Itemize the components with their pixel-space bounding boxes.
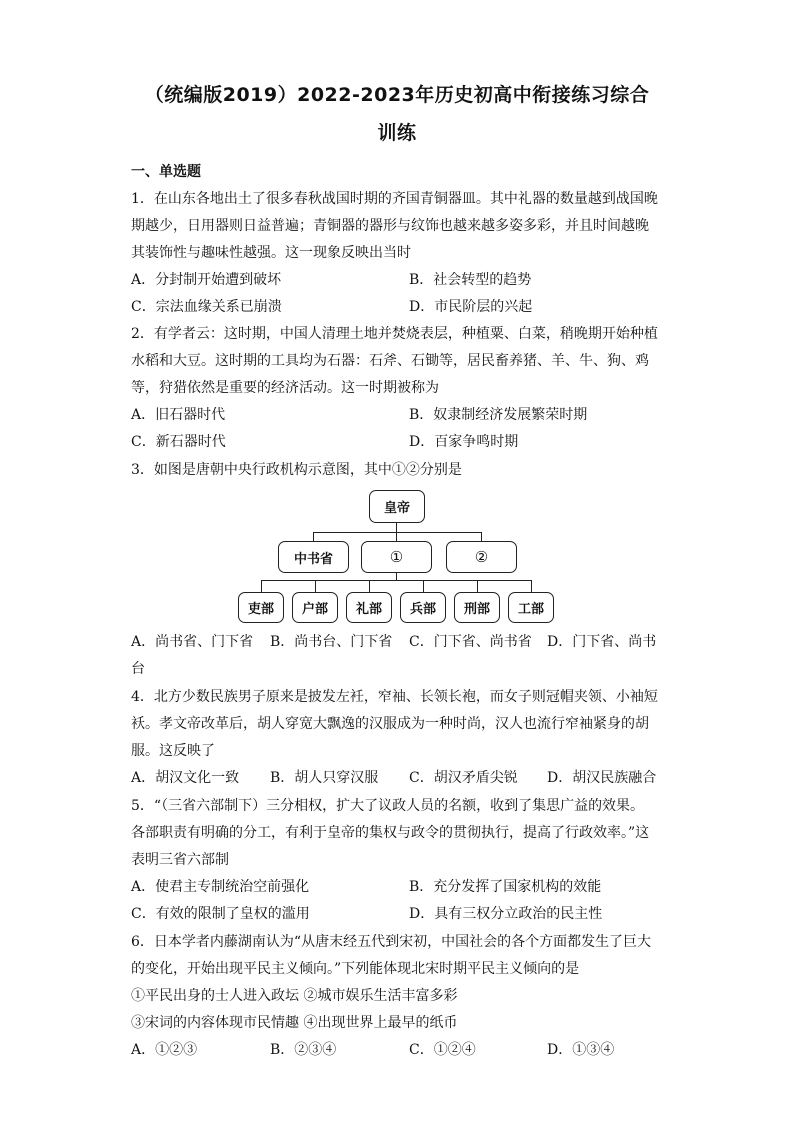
q1-option-c: C．宗法血缘关系已崩溃 [131, 299, 282, 315]
q4-option-b: B．胡人只穿汉服 [270, 770, 379, 786]
q1-option-b: B．社会转型的趋势 [409, 272, 532, 288]
section-heading: 一、单选题 [131, 164, 201, 180]
libu-personnel-box: 吏部 [238, 592, 284, 623]
q2-stem-line: 水稻和大豆。这时期的工具均为石器：石斧、石锄等，居民畜养猪、羊、牛、狗、鸡 [131, 353, 649, 369]
zhongshu-box: 中书省 [278, 541, 349, 573]
xingbu-box: 刑部 [454, 592, 500, 623]
blank-1-box: ① [361, 541, 432, 573]
q3-option-d: D．门下省、尚书 [547, 634, 657, 650]
q5-option-b: B．充分发挥了国家机构的效能 [409, 879, 602, 895]
connector-line [396, 522, 397, 532]
q1-option-a: A．分封制开始遭到破坏 [131, 272, 282, 288]
blank-2-box: ② [446, 541, 517, 573]
q6-stem-line: 6．日本学者内藤湖南认为“从唐末经五代到宋初，中国社会的各个方面都发生了巨大 [131, 934, 652, 950]
q6-option-b: B．②③④ [270, 1042, 337, 1058]
q2-option-c: C．新石器时代 [131, 434, 226, 450]
q5-stem-line: 各部职责有明确的分工，有利于皇帝的集权与政令的贯彻执行，提高了行政效率。”这 [131, 825, 650, 841]
q5-stem-line: 表明三省六部制 [131, 852, 229, 868]
bingbu-box: 兵部 [400, 592, 446, 623]
q3-option-a: A．尚书省、门下省 [131, 634, 254, 650]
libu-rites-box: 礼部 [346, 592, 392, 623]
q5-option-d: D．具有三权分立政治的民主性 [409, 906, 603, 922]
q6-option-d: D．①③④ [547, 1042, 615, 1058]
q4-option-c: C．胡汉矛盾尖锐 [409, 770, 518, 786]
q5-option-a: A．使君主专制统治空前强化 [131, 879, 310, 895]
q1-stem-line: 其装饰性与趣味性越强。这一现象反映出当时 [131, 245, 411, 261]
emperor-box: 皇帝 [369, 490, 425, 523]
q6-option-c: C．①②④ [409, 1042, 476, 1058]
hubu-box: 户部 [292, 592, 338, 623]
q2-option-a: A．旧石器时代 [131, 407, 226, 423]
q2-stem-line: 等，狩猎依然是重要的经济活动。这一时期被称为 [131, 380, 439, 396]
q1-stem-line: 1．在山东各地出土了很多春秋战国时期的齐国青铜器皿。其中礼器的数量越到战国晚 [131, 191, 658, 207]
q5-option-c: C．有效的限制了皇权的滥用 [131, 906, 310, 922]
q3-option-c: C．门下省、尚书省 [409, 634, 532, 650]
document-title: （统编版2019）2022-2023年历史初高中衔接练习综合 [144, 84, 650, 106]
q4-stem-line: 4．北方少数民族男子原来是披发左衽，窄袖、长领长袍，而女子则冠帽夹领、小袖短 [131, 689, 658, 705]
q4-option-d: D．胡汉民族融合 [547, 770, 657, 786]
q4-stem-line: 袄。孝文帝改革后，胡人穿宽大飘逸的汉服成为一种时尚，汉人也流行窄袖紧身的胡 [131, 716, 649, 732]
q6-option-a: A．①②③ [131, 1042, 198, 1058]
q2-option-d: D．百家争鸣时期 [409, 434, 519, 450]
q4-stem-line: 服。这反映了 [131, 743, 215, 759]
q6-statement-line: ①平民出身的士人进入政坛 ②城市娱乐生活丰富多彩 [131, 988, 458, 1004]
q6-statement-line: ③宋词的内容体现市民情趣 ④出现世界上最早的纸币 [131, 1015, 458, 1031]
gongbu-box: 工部 [508, 592, 554, 623]
q5-stem-line: 5．“（三省六部制下）三分相权，扩大了议政人员的名额，收到了集思广益的效果。 [131, 798, 645, 814]
q3-stem-line: 3．如图是唐朝中央行政机构示意图，其中①②分别是 [131, 462, 462, 478]
q2-option-b: B．奴隶制经济发展繁荣时期 [409, 407, 588, 423]
document-title-continued: 训练 [377, 122, 417, 144]
q1-option-d: D．市民阶层的兴起 [409, 299, 533, 315]
q6-stem-line: 的变化，开始出现平民主义倾向。”下列能体现北宋时期平民主义倾向的是 [131, 961, 580, 977]
q1-stem-line: 期越少，日用器则日益普遍；青铜器的器形与纹饰也越来越多姿多彩，并且时间越晚 [131, 218, 649, 234]
q4-option-a: A．胡汉文化一致 [131, 770, 240, 786]
connector-line [261, 580, 531, 581]
q3-option-b: B．尚书台、门下省 [270, 634, 393, 650]
q3-option-d-wrap: 台 [131, 661, 145, 677]
connector-line [396, 572, 397, 580]
q2-stem-line: 2．有学者云：这时期，中国人清理土地并焚烧表层，种植粟、白菜，稍晚期开始种植 [131, 326, 658, 342]
tang-government-diagram [236, 488, 558, 626]
